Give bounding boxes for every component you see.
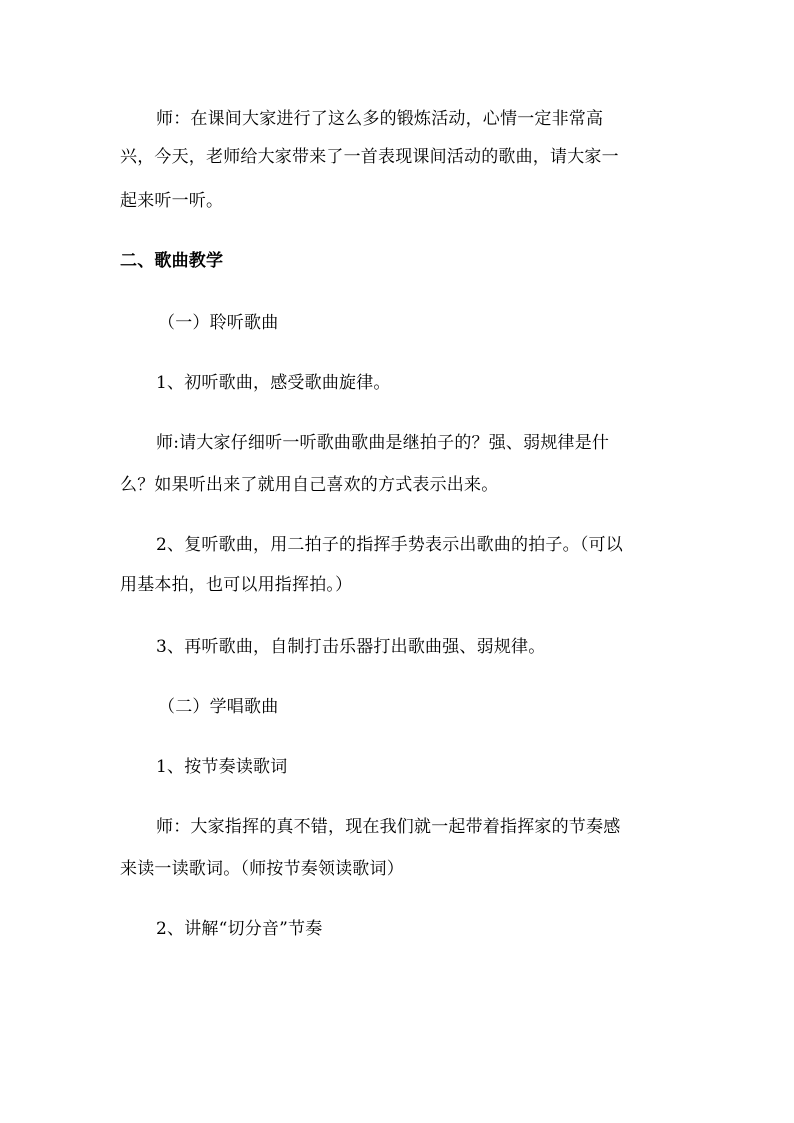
subsection-heading-listen: （一）聆听歌曲 [158, 313, 279, 333]
step-first-listen: 1、初听歌曲，感受歌曲旋律。 [156, 373, 391, 393]
section-heading-song-teaching: 二、歌曲教学 [120, 251, 224, 271]
step-second-listen-line-2: 用基本拍，也可以用指挥拍。） [120, 575, 353, 595]
teacher-praise-line-1: 师：大家指挥的真不错，现在我们就一起带着指挥家的节奏感 [156, 817, 621, 837]
teacher-intro-line-2: 兴，今天，老师给大家带来了一首表现课间活动的歌曲，请大家一 [120, 147, 619, 167]
step-read-lyrics: 1、按节奏读歌词 [156, 757, 288, 777]
teacher-question-line-1: 师:请大家仔细听一听歌曲歌曲是继拍子的？强、弱规律是什 [156, 433, 610, 453]
teacher-intro-line-1: 师：在课间大家进行了这么多的锻炼活动，心情一定非常高 [156, 109, 604, 129]
step-second-listen-line-1: 2、复听歌曲，用二拍子的指挥手势表示出歌曲的拍子。（可以 [156, 535, 623, 555]
teacher-question-line-2: 么？如果听出来了就用自己喜欢的方式表示出来。 [120, 475, 499, 495]
step-syncopation: 2、讲解“切分音”节奏 [156, 919, 323, 939]
subsection-heading-learn-sing: （二）学唱歌曲 [158, 697, 279, 717]
teacher-praise-line-2: 来读一读歌词。（师按节奏领读歌词） [120, 859, 404, 879]
step-third-listen: 3、再听歌曲，自制打击乐器打出歌曲强、弱规律。 [156, 637, 546, 657]
teacher-intro-line-3: 起来听一听。 [120, 191, 224, 211]
